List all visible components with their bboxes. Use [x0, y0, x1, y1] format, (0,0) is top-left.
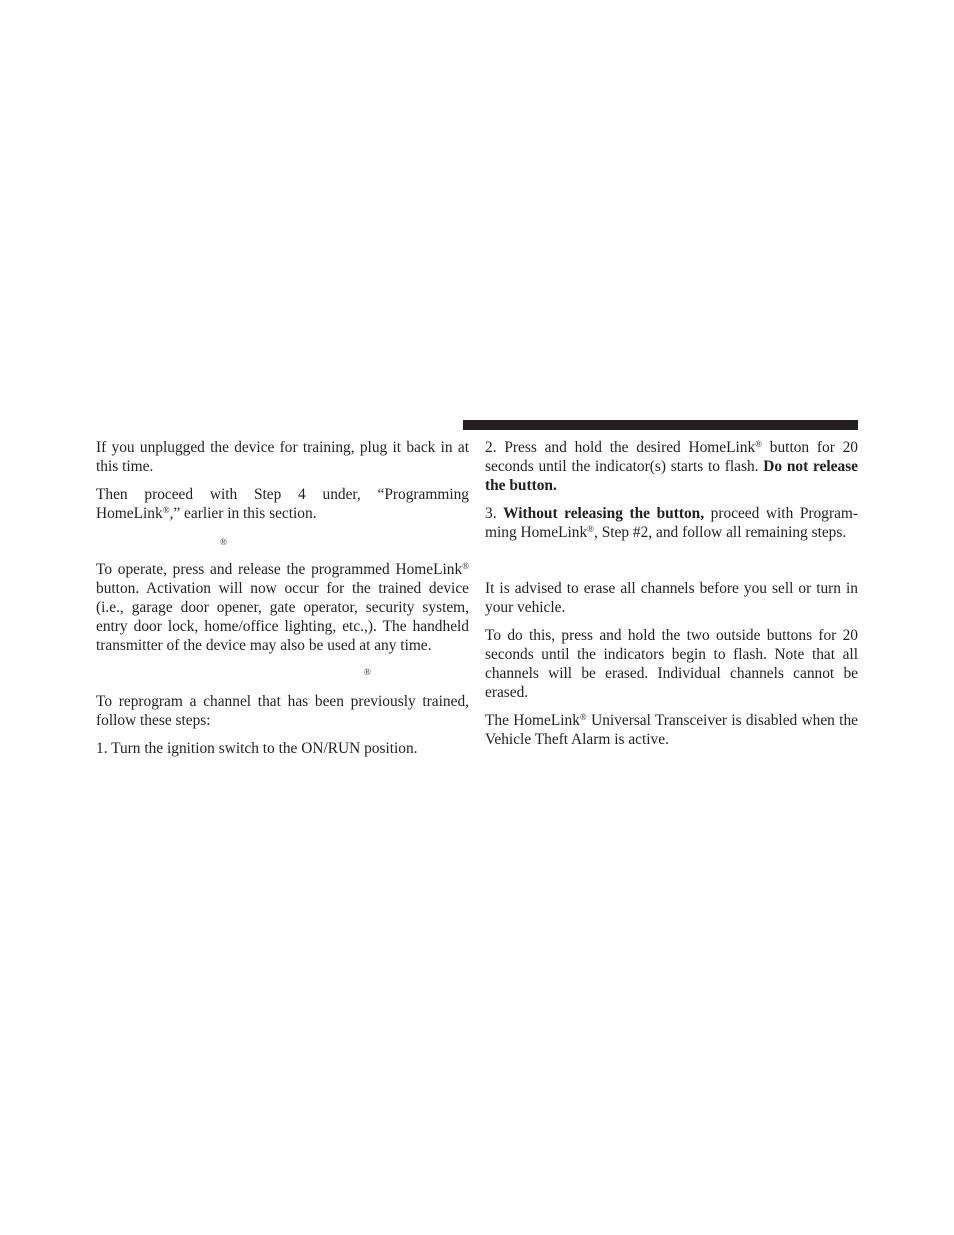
paragraph-erase-procedure: To do this, press and hold the two outside buttons for 20 seconds until the indicators begin to flash. Note that all channels will be erased. Individual channels cannot be erased.: [485, 627, 858, 701]
registered-mark: ®: [364, 667, 371, 677]
registered-mark: ®: [462, 561, 469, 571]
registered-mark: ®: [220, 537, 227, 547]
heading-erase-channels: [485, 551, 858, 579]
paragraph-reprogram-intro: To reprogram a channel that has been previously trained, follow these steps:: [96, 693, 469, 729]
registered-mark: ®: [755, 439, 763, 449]
section-header-bar: [463, 420, 858, 430]
heading-using-homelink: [96, 532, 469, 560]
left-column: [96, 438, 469, 767]
paragraph-operate-homelink: To operate, press and release the programmed HomeLink® button. Activation will now occur for the trained device (i.e., garage door opener, gate operator, security system, entry door lock, home/office lighting, etc.,). The handheld transmitter of the device may also be used at any time.: [96, 561, 469, 654]
right-column: [485, 438, 858, 758]
paragraph-transceiver-disabled: The HomeLink® Universal Transceiver is disabled when the Vehicle Theft Alarm is active.: [485, 712, 858, 748]
registered-mark: ®: [579, 712, 587, 722]
paragraph-proceed-step-4: Then proceed with Step 4 under, “Programming HomeLink®,” earlier in this section.: [96, 486, 469, 522]
paragraph-erase-advice: It is advised to erase all channels before you sell or turn in your vehicle.: [485, 580, 858, 616]
heading-reprogram-single-button: [96, 664, 469, 692]
step-2-press-hold: 2. Press and hold the desired HomeLink® button for 20 seconds until the indicator(s) starts to flash. Do not release the button.: [485, 439, 858, 494]
registered-mark: ®: [587, 524, 595, 534]
registered-mark: ®: [162, 505, 170, 515]
paragraph-replug-device: If you unplugged the device for training, plug it back in at this time.: [96, 439, 469, 475]
step-1-ignition: 1. Turn the ignition switch to the ON/RUN position.: [96, 740, 418, 757]
step-3-without-releasing: 3. Without releasing the button, proceed with Program-ming HomeLink®, Step #2, and follow all remaining steps.: [485, 505, 858, 541]
